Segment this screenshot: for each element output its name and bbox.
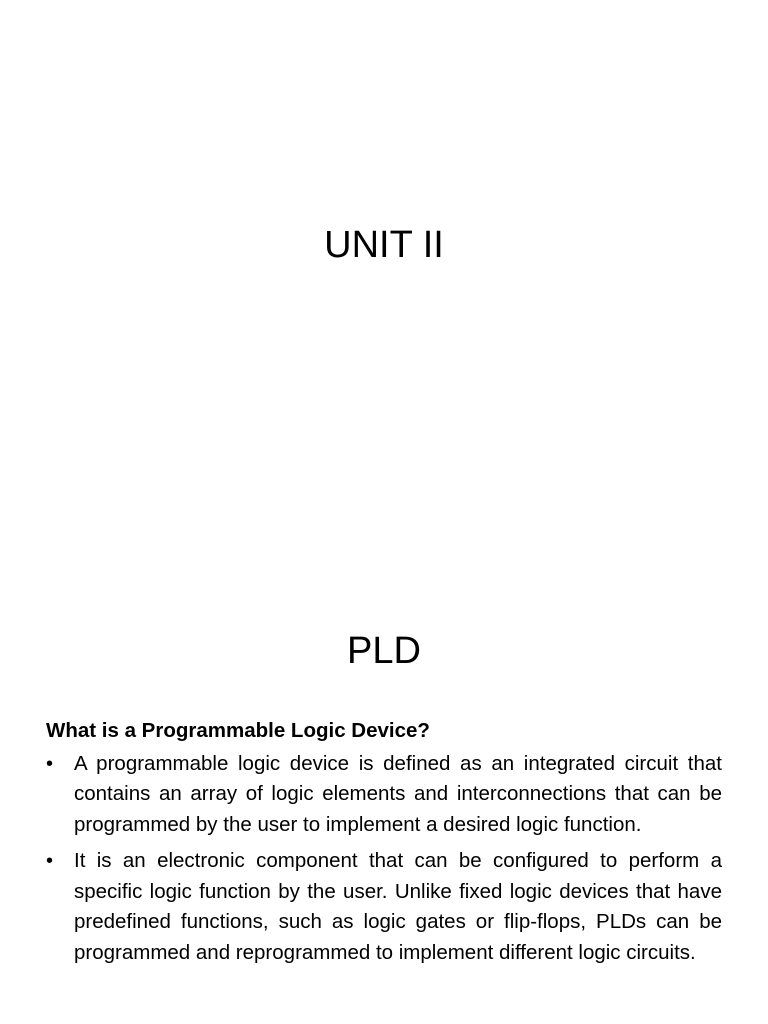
unit-title: UNIT II	[324, 224, 444, 266]
bullet-text: It is an electronic component that can be configured to perform a specific logic function by the user. Unlike fixed logic devices that have predefined functions, such as logic gates or flip-flops, PLDs can be programmed and reprogrammed to implement different logic circuits.	[74, 849, 722, 964]
bullet-dot-icon: •	[46, 850, 54, 872]
pld-title: PLD	[347, 630, 421, 672]
bullet-list	[46, 749, 722, 969]
bullet-item	[46, 846, 722, 968]
bullet-dot-icon: •	[46, 752, 54, 775]
slide-content	[46, 716, 722, 974]
question-heading: What is a Programmable Logic Device?	[46, 719, 430, 742]
bullet-item	[46, 749, 722, 841]
bullet-text: A programmable logic device is defined as an integrated circuit that contains an array of logic elements and interconnections that can be programmed by the user to implement a desired logic function.	[74, 751, 722, 836]
